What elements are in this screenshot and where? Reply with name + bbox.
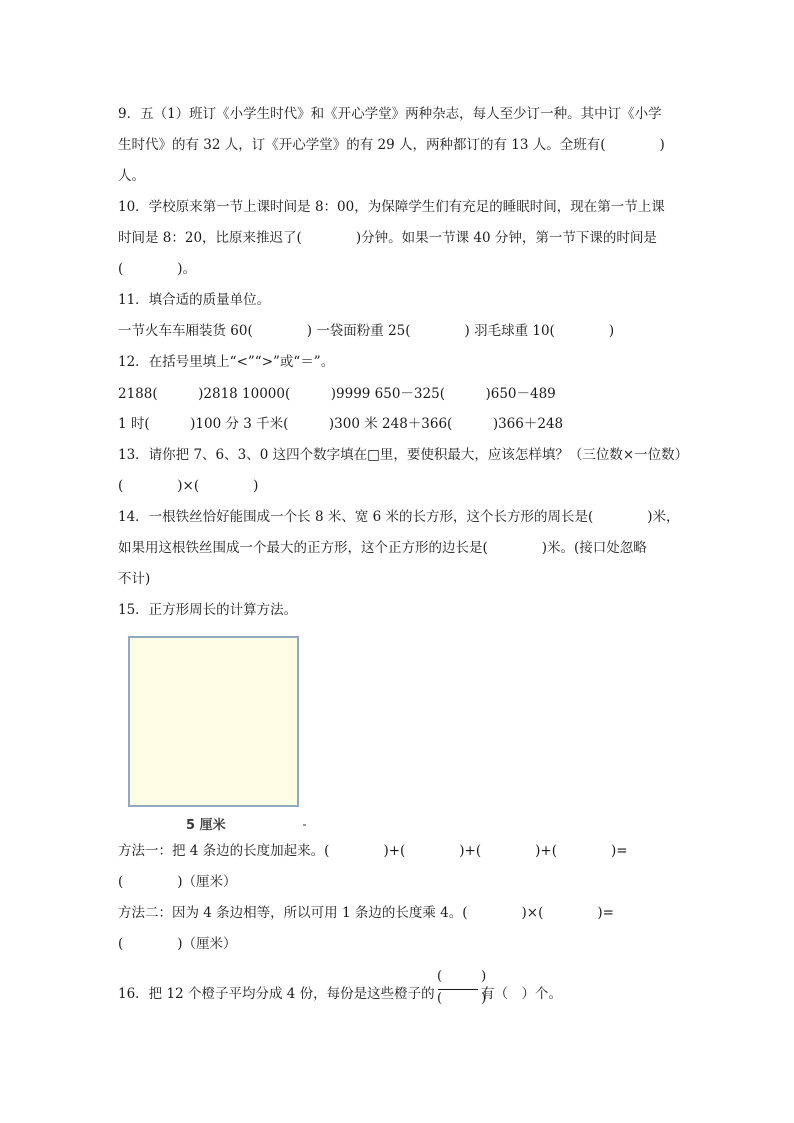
q14-line-3: 不计)	[118, 571, 151, 587]
q16-prefix: 16．把 12 个橙子平均分成 4 份，每份是这些橙子的	[118, 986, 435, 1002]
q11-title: 11．填合适的质量单位。	[118, 292, 271, 308]
q12-title: 12．在括号里填上“<”“>”或“＝”。	[118, 354, 335, 370]
q12-row-1: 2188( )2818 10000( )9999 650－325( )650－489	[118, 386, 556, 402]
q10-line-2: 时间是 8：20，比原来推迟了( )分钟。如果一节课 40 分钟，第一节下课的时间是	[118, 230, 657, 246]
q9-line-3: 人。	[118, 168, 145, 184]
q15-method-1: 方法一：把 4 条边的长度加起来。( )+( )+( )+( )=	[118, 843, 628, 859]
q15-method-1-result: ( )（厘米）	[118, 874, 237, 890]
q14-line-1: 14．一根铁丝恰好能围成一个长 8 米、宽 6 米的长方形，这个长方形的周长是( )米，	[118, 509, 680, 525]
q11-blanks: 一节火车车厢装货 60( ) 一袋面粉重 25( ) 羽毛球重 10( )	[118, 323, 615, 339]
q15-method-2-result: ( )（厘米）	[118, 936, 237, 952]
q13-blanks: ( )×( )	[118, 478, 259, 494]
q10-line-1: 10．学校原来第一节上课时间是 8：00，为保障学生们有充足的睡眠时间，现在第一节上课	[118, 199, 665, 215]
square-side-label: 5 厘米	[186, 818, 226, 833]
q14-line-2: 如果用这根铁丝围成一个最大的正方形，这个正方形的边长是( )米。(接口处忽略	[118, 540, 647, 556]
q9-line-2: 生时代》的有 32 人，订《开心学堂》的有 29 人，两种都订的有 13 人。全班有( )	[118, 137, 665, 153]
q16-suffix: 有（ ）个。	[481, 986, 562, 1002]
q9-line-1: 9．五（1）班订《小学生时代》和《开心学堂》两种杂志，每人至少订一种。其中订《小学	[118, 106, 662, 122]
stray-mark	[303, 824, 306, 826]
fraction-bar	[438, 989, 478, 990]
q13-question: 13．请你把 7、6、3、0 这四个数字填在□里，要使积最大，应该怎样填？（三位数×一位数）	[118, 447, 689, 463]
fraction-numerator: ( )	[437, 969, 487, 984]
fraction-denominator: ( )	[437, 991, 487, 1006]
q12-row-2: 1 时( )100 分 3 千米( )300 米 248＋366( )366＋248	[118, 416, 564, 432]
q16-fraction	[437, 969, 487, 1008]
q15-title: 15．正方形周长的计算方法。	[118, 602, 298, 618]
q15-method-2: 方法二：因为 4 条边相等，所以可用 1 条边的长度乘 4。( )×( )=	[118, 905, 614, 921]
square-figure	[128, 636, 299, 807]
q10-line-3: ( )。	[118, 261, 197, 277]
